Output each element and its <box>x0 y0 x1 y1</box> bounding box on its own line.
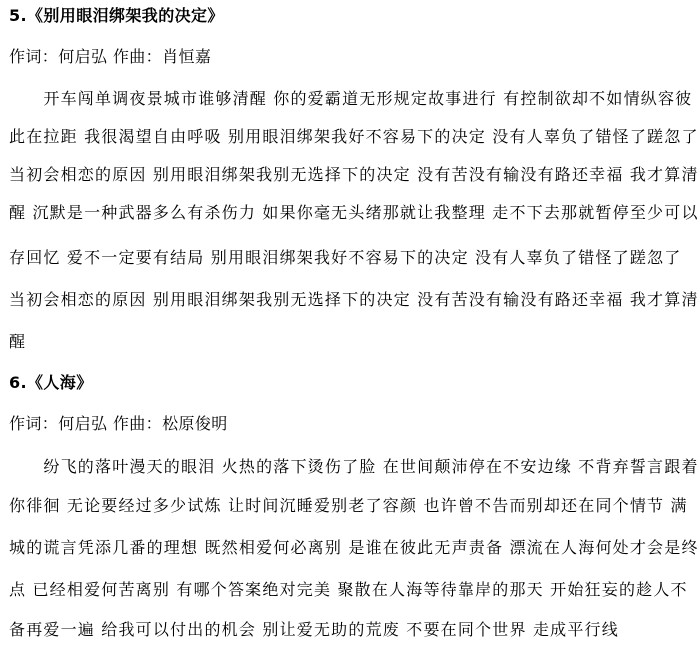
song-title: 5.《别用眼泪绑架我的决定》 <box>9 6 224 25</box>
lyric-line: 纷飞的落叶漫天的眼泪 火热的落下烫伤了脸 在世间颠沛停在不安边缘 不背弃誓言跟着 <box>9 457 699 476</box>
song-title: 6.《人海》 <box>9 373 93 392</box>
lyric-line: 存回忆 爱不一定要有结局 别用眼泪绑架我好不容易下的决定 没有人辜负了错怪了蹉忽了 <box>9 248 682 267</box>
lyric-line: 醒 沉默是一种武器多么有杀伤力 如果你毫无头绪那就让我整理 走不下去那就暂停至少可以 <box>9 203 699 222</box>
lyric-line: 城的谎言凭添几番的理想 既然相爱何必离别 是谁在彼此无声责备 漂流在人海何处才会是终 <box>9 538 699 557</box>
lyric-line: 此在拉距 我很渴望自由呼吸 别用眼泪绑架我好不容易下的决定 没有人辜负了错怪了蹉忽了 <box>9 127 699 146</box>
lyric-line: 点 已经相爱何苦离别 有哪个答案绝对完美 聚散在人海等待靠岸的那天 开始狂妄的趁人不 <box>9 580 688 599</box>
song-credits: 作词：何启弘 作曲：松原俊明 <box>9 414 228 433</box>
song-credits: 作词：何启弘 作曲：肖恒嘉 <box>9 47 212 66</box>
lyric-line: 醒 <box>9 332 27 351</box>
lyric-line: 备再爱一遍 给我可以付出的机会 别让爱无助的荒废 不要在同个世界 走成平行线 <box>9 620 619 639</box>
lyric-line: 开车闯单调夜景城市谁够清醒 你的爱霸道无形规定故事进行 有控制欲却不如情纵容彼 <box>9 89 693 108</box>
lyric-line: 你徘徊 无论要经过多少试炼 让时间沉睡爱别老了容颜 也许曾不告而别却还在同个情节 满 <box>9 496 688 515</box>
lyric-line: 当初会相恋的原因 别用眼泪绑架我别无选择下的决定 没有苦没有输没有路还幸福 我才算清 <box>9 165 699 184</box>
lyric-line: 当初会相恋的原因 别用眼泪绑架我别无选择下的决定 没有苦没有输没有路还幸福 我才算清 <box>9 290 699 309</box>
